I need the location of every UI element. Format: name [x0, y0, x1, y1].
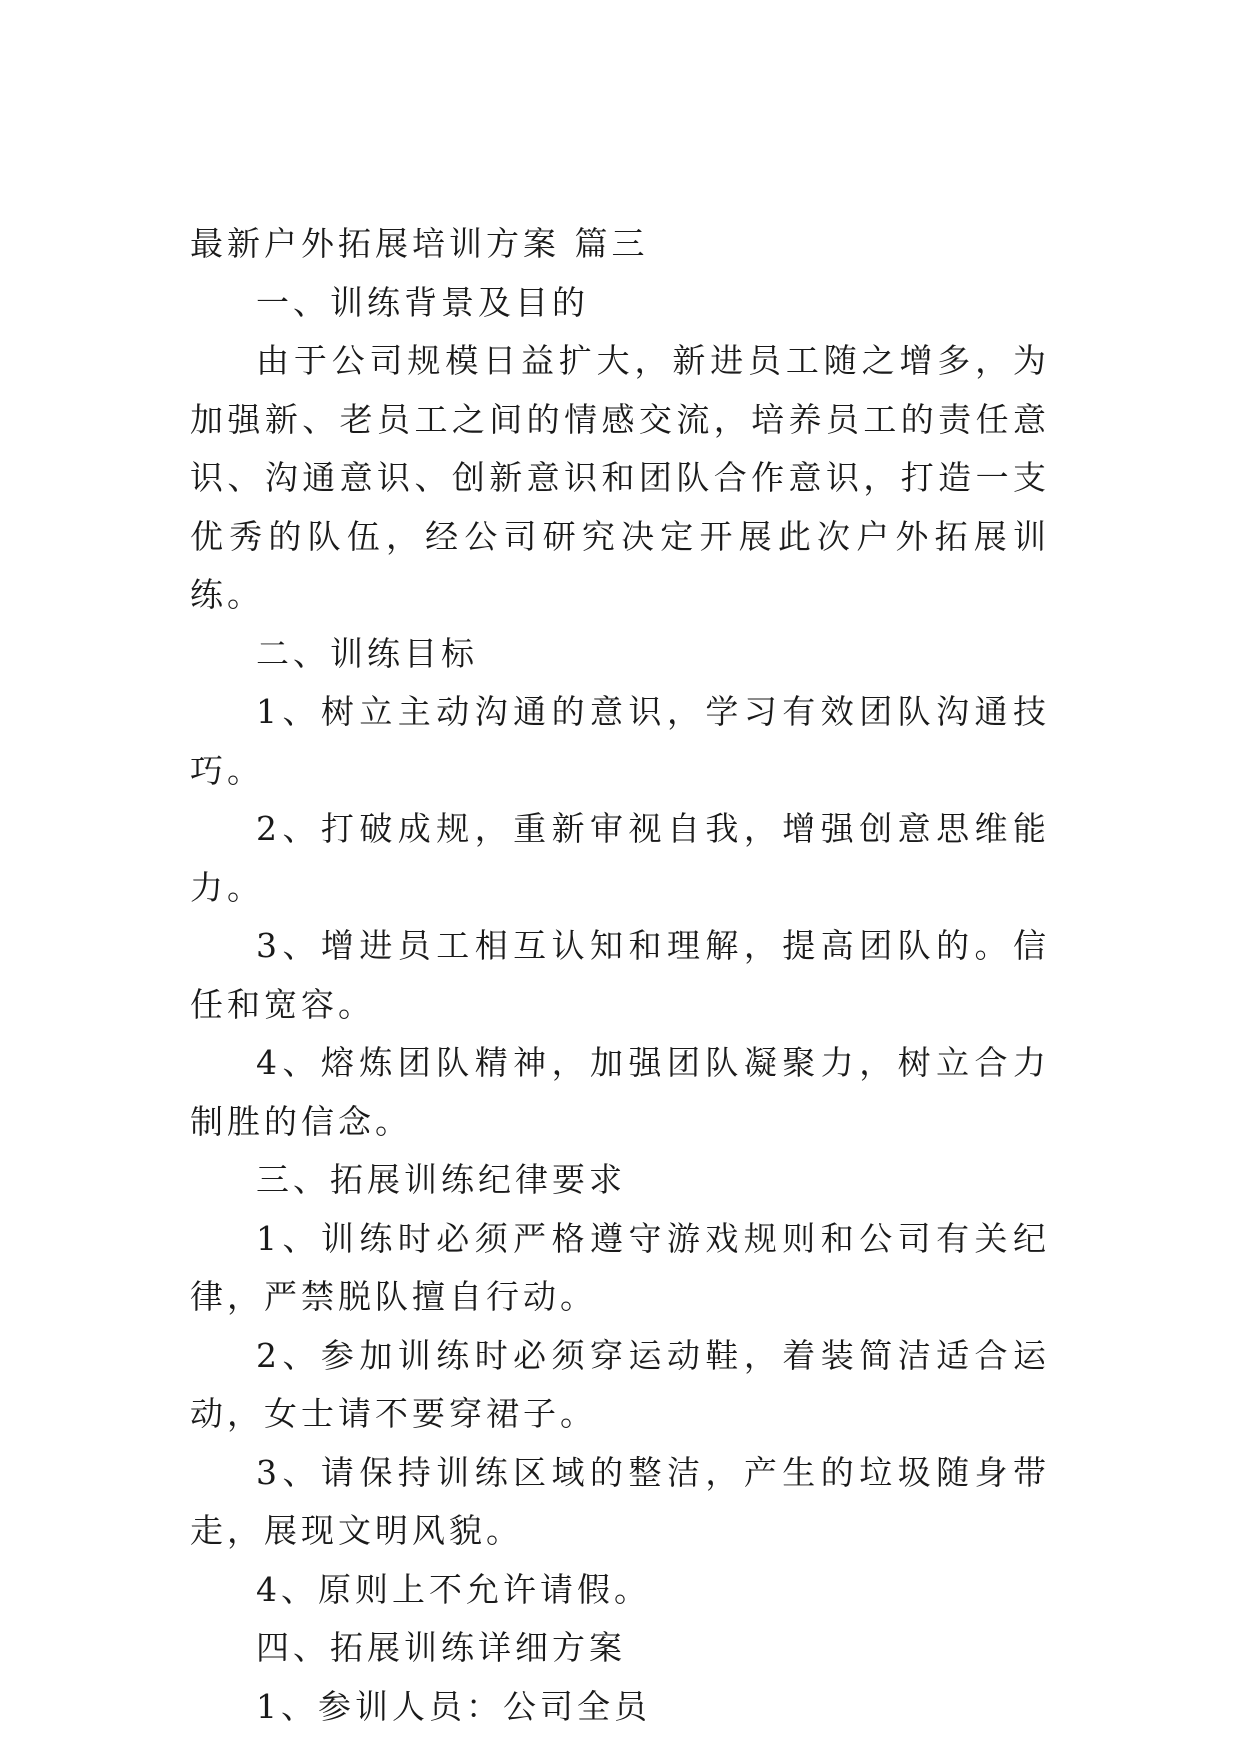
- section-heading-background: 一、训练背景及目的: [256, 282, 589, 322]
- list-item-goal-3: 3、增进员工相互认知和理解，提高团队的。信任和宽容。: [190, 926, 1050, 1024]
- paragraph-background: 由于公司规模日益扩大，新进员工随之增多，为加强新、老员工之间的情感交流，培养员工的责任意识、沟通意识、创新意识和团队合作意识，打造一支优秀的队伍，经公司研究决定开展此次户外拓展训练。: [190, 341, 1050, 614]
- list-item-rule-2: 2、参加训练时必须穿运动鞋，着装简洁适合运动，女士请不要穿裙子。: [190, 1335, 1050, 1433]
- list-item-rule-4: 4、原则上不允许请假。: [256, 1569, 651, 1609]
- list-item-rule-1: 1、训练时必须严格遵守游戏规则和公司有关纪律，严禁脱队擅自行动。: [190, 1218, 1050, 1316]
- list-item-goal-1: 1、树立主动沟通的意识，学习有效团队沟通技巧。: [190, 692, 1050, 790]
- list-item-plan-1: 1、参训人员：公司全员: [256, 1686, 651, 1726]
- document-title: 最新户外拓展培训方案 篇三: [190, 224, 649, 263]
- list-item-goal-2: 2、打破成规，重新审视自我，增强创意思维能力。: [190, 809, 1050, 907]
- section-heading-rules: 三、拓展训练纪律要求: [256, 1160, 626, 1199]
- document-body: [190, 215, 1050, 1736]
- section-heading-plan: 四、拓展训练详细方案: [256, 1628, 626, 1667]
- list-item-goal-4: 4、熔炼团队精神，加强团队凝聚力，树立合力制胜的信念。: [190, 1043, 1050, 1141]
- list-item-rule-3: 3、请保持训练区域的整洁，产生的垃圾随身带走，展现文明风貌。: [190, 1452, 1050, 1550]
- section-heading-goals: 二、训练目标: [256, 633, 478, 673]
